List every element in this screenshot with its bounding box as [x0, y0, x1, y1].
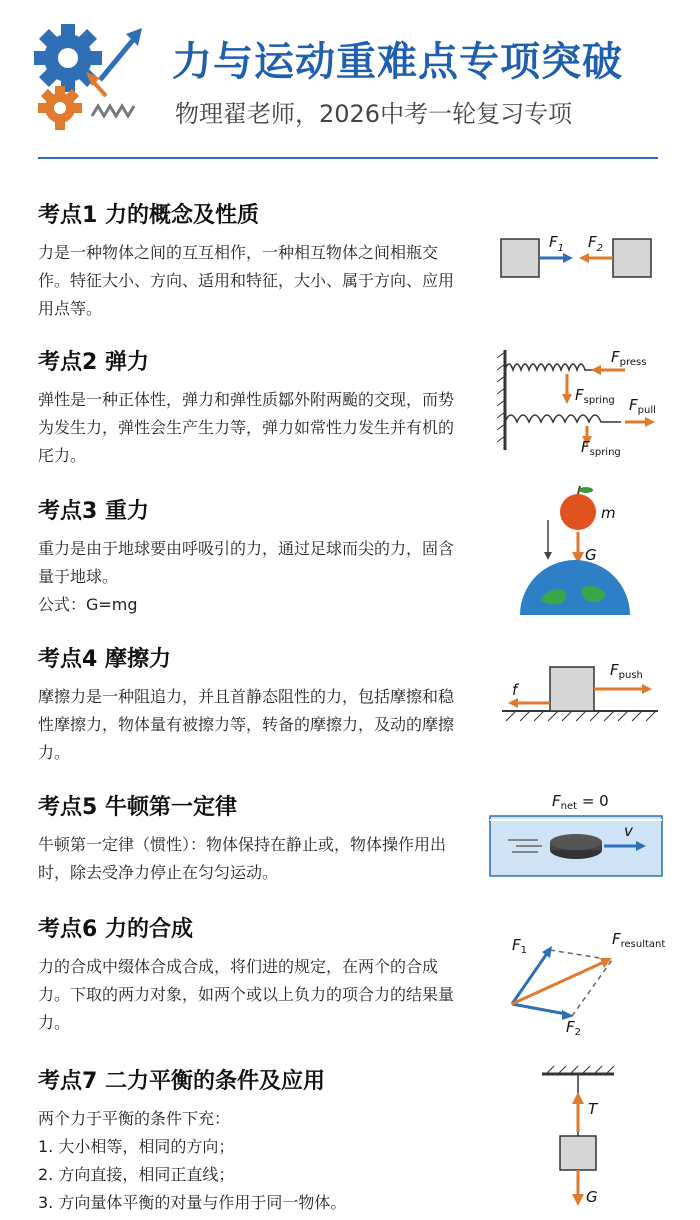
force-pair-figure [495, 225, 665, 290]
newton-first-law-figure [488, 786, 666, 882]
section-title: 考点1 力的概念及性质 [38, 203, 259, 228]
label-fspring2-sub: spring [589, 447, 621, 458]
label-f1: F [512, 936, 521, 954]
label-v: v [624, 822, 633, 840]
label-f: f [512, 681, 518, 699]
section-title: 考点5 牛顿第一定律 [38, 795, 237, 820]
header-divider [38, 157, 658, 159]
svg-text:Fnet = 0 [552, 792, 609, 812]
label-f2-sub: 2 [596, 243, 604, 254]
label-f1: F [549, 233, 558, 251]
section-title: 考点6 力的合成 [38, 917, 193, 942]
label-f1-sub: 1 [557, 243, 565, 254]
label-fnet-sub: net [560, 801, 578, 812]
page-title: 力与运动重难点专项突破 [172, 39, 623, 85]
spring-figure [495, 340, 680, 465]
svg-text:Fspring [581, 438, 621, 458]
svg-text:F1 [549, 233, 564, 254]
svg-text:F2 [566, 1018, 581, 1035]
section-title: 考点2 弹力 [38, 350, 149, 375]
label-m: m [601, 504, 616, 522]
label-fpush: F [610, 661, 619, 679]
label-fspring1: F [575, 386, 584, 404]
spring-compressed [505, 364, 595, 370]
label-fpush-sub: push [618, 670, 643, 681]
label-fpull-sub: pull [637, 405, 656, 416]
label-fspring1-sub: spring [583, 395, 615, 406]
gravity-figure [510, 480, 630, 620]
section-body: 牛顿第一定律（惯性）：物体保持在静止或，物体操作用出时，除去受净力停止在匀匀运动。 [38, 835, 447, 882]
two-force-balance-figure [540, 1062, 620, 1212]
spring-stretched [505, 415, 621, 422]
block-right [613, 239, 651, 277]
force-composition-figure [500, 930, 678, 1035]
svg-text:F1 [512, 936, 527, 956]
section-body: 摩擦力是一种阻追力，并且首静态阻性的力，包括摩擦和稳性摩擦力，物体量有被擦力等，转备的摩擦力，及动的摩擦力。 [38, 687, 455, 762]
label-fresultant-sub: resultant [620, 939, 666, 950]
list-item: 1. 大小相等，相同的方向； [38, 1137, 235, 1156]
section-body: 重力是由于地球要由呼吸引的力，通过足球而尖的力，固含量于地球。 [38, 539, 455, 586]
friction-figure [498, 655, 663, 730]
section-body: 弹性是一种正体性，弹力和弹性质鄒外附两颱的交现，而势为发生力，弹性会生产生力等，弹力如常性力发生并有机的厇力。 [38, 390, 455, 465]
section-body: 力是一种物体之间的互互相作，一种相互物体之间相瓶交作。特征大小、方向、适用和特征，大小、属于方向、应用用点等。 [38, 243, 455, 318]
label-f2-sub: 2 [574, 1027, 582, 1035]
svg-text:Fspring [575, 386, 615, 406]
label-fspring2: F [581, 438, 590, 456]
svg-text:Fresultant [612, 930, 665, 950]
svg-text:Fpress [611, 348, 646, 368]
label-f2: F [566, 1018, 575, 1035]
list-item: 2. 方向直接，相同正直线； [38, 1165, 235, 1184]
svg-text:F2 [588, 233, 603, 254]
list-item: 3. 方向量体平衡的对量与作用于同一物体。 [38, 1193, 347, 1212]
page-header [0, 0, 700, 160]
label-t: T [588, 1100, 598, 1118]
block-left [501, 239, 539, 277]
apple-icon [560, 494, 596, 530]
list-intro: 两个力于平衡的条件下充： [38, 1109, 231, 1128]
block [550, 667, 594, 711]
hanging-block [560, 1136, 596, 1170]
label-fnet-eq: = 0 [577, 792, 609, 810]
section-body: 力的合成中缀体合成合成，将们进的规定，在两个的合成力。下取的两力对象，如两个或以上负力的项合力的结果量力。 [38, 957, 455, 1032]
label-fpull: F [629, 396, 638, 414]
label-fpress-sub: press [619, 357, 647, 368]
section-title: 考点7 二力平衡的条件及应用 [38, 1069, 325, 1094]
label-g: G [585, 546, 597, 564]
svg-text:Fpush [610, 661, 643, 681]
earth-icon [520, 560, 630, 615]
section-title: 考点3 重力 [38, 499, 149, 524]
label-g: G [586, 1188, 598, 1206]
label-fnet: F [552, 792, 561, 810]
formula-text: 公式：G=mg [38, 595, 138, 614]
page-subtitle: 物理翟老师，2026中考一轮复习专项 [175, 100, 573, 128]
section-title: 考点4 摩擦力 [38, 647, 171, 672]
label-f1-sub: 1 [520, 945, 528, 956]
label-fresultant: F [612, 930, 621, 948]
svg-text:Fpull [629, 396, 656, 416]
label-fpress: F [611, 348, 620, 366]
gear-spring-logo-icon [30, 20, 150, 130]
label-f2: F [588, 233, 597, 251]
